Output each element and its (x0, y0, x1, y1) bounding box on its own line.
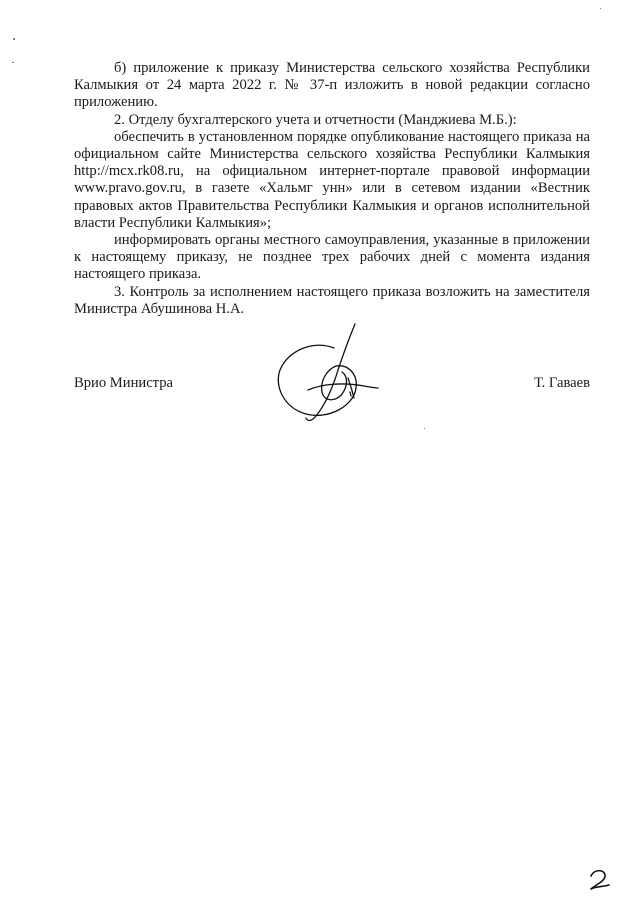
handwritten-signature (270, 318, 390, 430)
paragraph-annex-revision: б) приложение к приказу Министерства сельского хозяйства Республики Калмыкия от 24 марта 2022 г. № 37-п изложить в новой редакции согласно приложению. (74, 60, 590, 111)
signatory-name: Т. Гаваев (534, 375, 590, 391)
scan-speck (600, 8, 601, 9)
paragraph-accounting-department: 2. Отделу бухгалтерского учета и отчетности (Манджиева М.Б.): (114, 111, 517, 128)
page-number (586, 866, 614, 894)
scan-speck (424, 428, 425, 429)
paragraph-inform-authorities: информировать органы местного самоуправления, указанные в приложении к настоящему приказу, не позднее трех рабочих дней с момента издания настоящего приказа. (74, 232, 590, 283)
scan-speck (12, 62, 14, 63)
scan-speck (13, 38, 15, 40)
document-body (74, 60, 590, 318)
paragraph-publication: обеспечить в установленном порядке опубликование настоящего приказа на официальном сайте Министерства сельского хозяйства Республики Калмыкия http://mcx.rk08.ru, на официальном интернет-портале правовой информации www.pravo.gov.ru, в газете «Хальмг унн» или в сетевом издании «Вестник правовых актов Правительства Республики Калмыкия и органов исполнительной власти Республики Калмыкия»; (74, 128, 590, 231)
signatory-role: Врио Министра (74, 375, 173, 391)
paragraph-control: 3. Контроль за исполнением настоящего приказа возложить на заместителя Министра Абушинова Н.А. (74, 283, 590, 317)
